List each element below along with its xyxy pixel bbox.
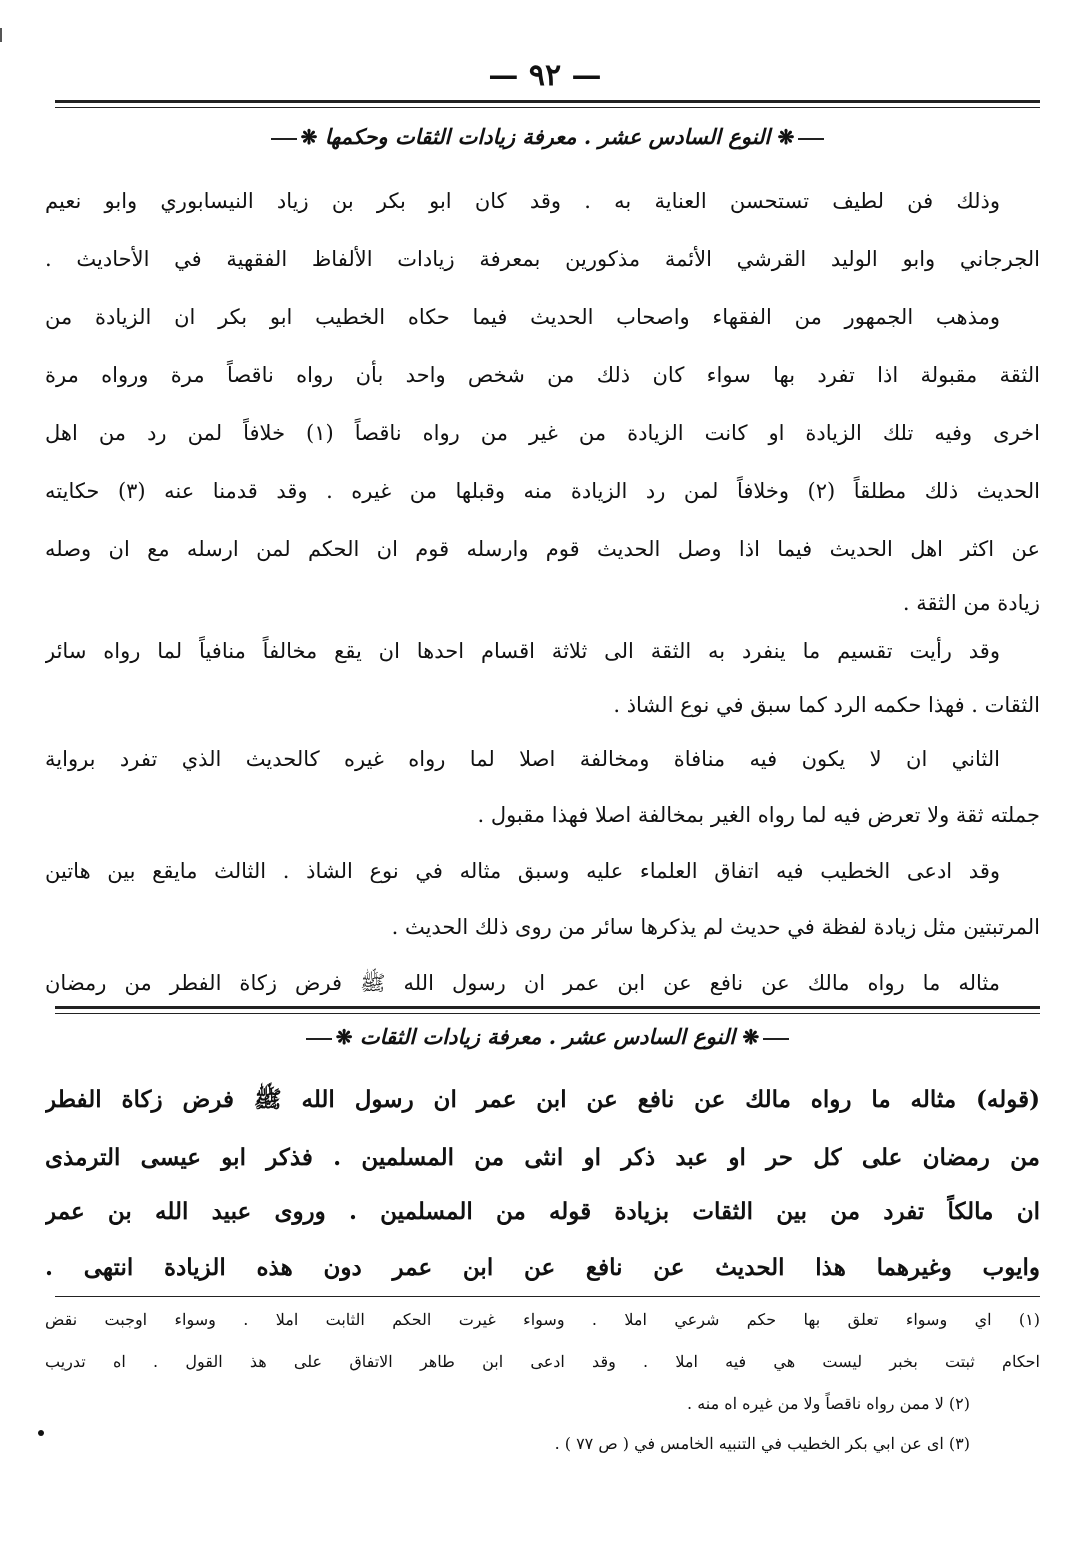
commentary-line: من رمضان على كل حر او عبد ذكر او انثى من المسلمين . فذكر ابو عيسى الترمذى <box>45 1144 1040 1171</box>
text-line: الجرجاني وابو الوليد القرشي الأئمة مذكورين بمعرفة زيادات الألفاظ الفقهية في الأحاديث . <box>45 247 1040 271</box>
footnote-rule <box>55 1296 1040 1297</box>
heading-dash-left <box>271 138 297 140</box>
page-number: — ٩٢ — <box>488 58 602 93</box>
text-line: الثقات . فهذا حكمه الرد كما سبق في نوع الشاذ . <box>613 693 1040 717</box>
text-line: ومذهب الجمهور من الفقهاء واصحاب الحديث فيما حكاه الخطيب ابو بكر ان الزيادة من <box>45 305 1000 329</box>
text-line: مثاله ما رواه مالك عن نافع عن ابن عمر ان رسول الله ﷺ فرض زكاة الفطر من رمضان <box>45 971 1000 995</box>
margin-dot <box>38 1430 44 1436</box>
footnote-line: (١) اي وسواء تعلق بها حكم شرعي املا . وسواء غيرت الحكم الثابت املا . وسواء اوجبت نقض <box>45 1310 1040 1329</box>
text-line: وقد رأيت تقسيم ما ينفرد به الثقة الى ثلاثة اقسام احدها ان يقع مخالفاً منافياً لما رواه سائر <box>45 639 1000 663</box>
text-line: جملته ثقة ولا تعرض فيه لما رواه الغير بمخالفة اصلا فهذا مقبول . <box>477 803 1040 827</box>
text-line: وذلك فن لطيف تستحسن العناية به . وقد كان ابو بكر بن زياد النيسابوري وابو نعيم <box>45 189 1000 213</box>
text-line: المرتبتين مثل زيادة لفظة في حديث لم يذكرها سائر من روى ذلك الحديث . <box>391 915 1040 939</box>
top-rule <box>55 100 1040 103</box>
section-heading <box>55 124 1040 149</box>
commentary-line: ان مالكاً تفرد من بين الثقات بزيادة قوله من المسلمين . وروى عبيد الله بن عمر <box>45 1198 1040 1225</box>
commentary-title: النوع السادس عشر . معرفة زيادات الثقات <box>359 1024 736 1049</box>
text-line: اخرى وفيه تلك الزيادة او كانت الزيادة من غير من رواه ناقصاً (١) خلافاً لمن رد من اهل <box>45 421 1040 445</box>
commentary-rule-thin <box>55 1013 1040 1014</box>
top-rule-thin <box>55 107 1040 108</box>
ornament-icon: ❋ <box>335 1025 353 1049</box>
scan-mark <box>0 28 2 42</box>
ornament-icon: ❋ <box>777 125 795 149</box>
footnote-line: (٢) لا ممن رواه ناقصاً ولا من غيره اه منه . <box>687 1394 970 1413</box>
heading-dash-left <box>306 1038 332 1040</box>
ornament-icon: ❋ <box>742 1025 760 1049</box>
text-line: عن اكثر اهل الحديث فيما اذا وصل الحديث قوم وارسله قوم ان الحكم لمن ارسله مع ان وصله <box>45 537 1040 561</box>
heading-dash-right <box>763 1038 789 1040</box>
footnote-line: احكام ثبتت بخبر ليست هي فيه املا . وقد ادعى ابن طاهر الاتفاق على هذ القول . اه تدريب <box>45 1352 1040 1371</box>
heading-title: النوع السادس عشر . معرفة زيادات الثقات وحكمها <box>324 124 771 149</box>
text-line: زيادة من الثقة . <box>902 591 1040 615</box>
text-line: الثقة مقبولة اذا تفرد بها سواء كان ذلك من شخص واحد بأن رواه ناقصاً مرة ورواه مرة <box>45 363 1040 387</box>
commentary-line: (قوله) مثاله ما رواه مالك عن نافع عن ابن عمر ان رسول الله ﷺ فرض زكاة الفطر <box>45 1086 1040 1113</box>
heading-dash-right <box>798 138 824 140</box>
text-line: الحديث ذلك مطلقاً (٢) وخلافاً لمن رد الزيادة منه وقبلها من غيره . وقد قدمنا عنه (٣) حكايته <box>45 479 1040 503</box>
text-line: وقد ادعى الخطيب فيه اتفاق العلماء عليه وسبق مثاله في نوع الشاذ . الثالث مايقع بين هاتين <box>45 859 1000 883</box>
text-line: الثاني ان لا يكون فيه منافاة ومخالفة اصلا لما رواه غيره كالحديث الذي تفرد برواية <box>45 747 1000 771</box>
commentary-rule <box>55 1006 1040 1009</box>
commentary-line: وايوب وغيرهما هذا الحديث عن نافع عن ابن عمر دون هذه الزيادة انتهى . <box>45 1254 1040 1281</box>
footnote-line: (٣) اى عن ابي بكر الخطيب في التنبيه الخامس في ( ص ٧٧ ) . <box>554 1434 970 1453</box>
commentary-heading <box>55 1024 1040 1049</box>
ornament-icon: ❋ <box>300 125 318 149</box>
